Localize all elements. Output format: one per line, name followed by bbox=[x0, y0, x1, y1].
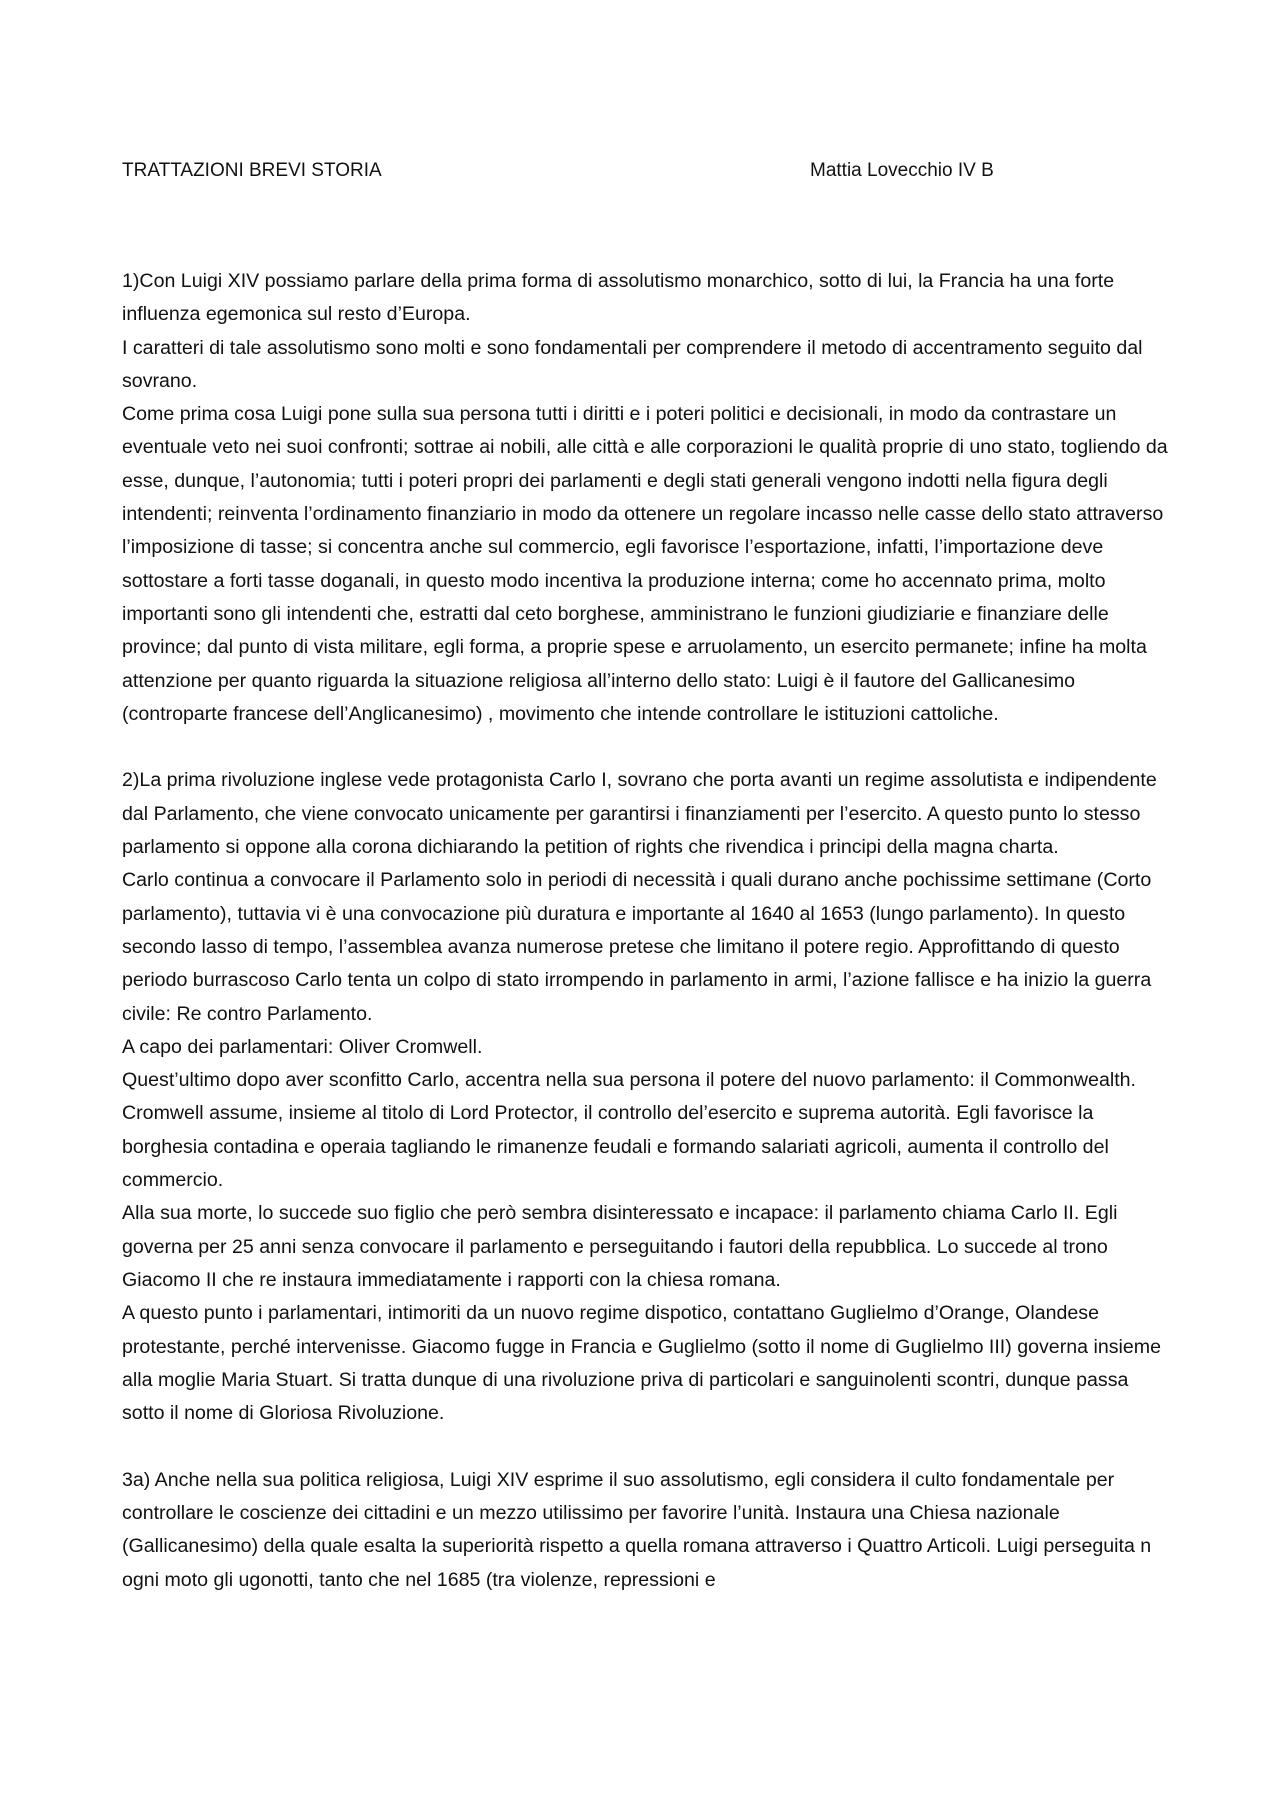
section-3a bbox=[122, 1464, 1174, 1597]
author-name: Mattia Lovecchio IV B bbox=[810, 160, 994, 181]
paragraph: 1)Con Luigi XIV possiamo parlare della prima forma di assolutismo monarchico, sotto di lui, la Francia ha una forte influenza egemonica sul resto d’Europa. bbox=[122, 270, 1115, 326]
paragraph: 2)La prima rivoluzione inglese vede protagonista Carlo I, sovrano che porta avanti un regime assolutista e indipendente dal Parlamento, che viene convocato unicamente per garantirsi i finanziamenti per l’esercito. A questo punto lo stesso parlamento si oppone alla corona dichiarando la petition of rights che rivendica i principi della magna charta. bbox=[122, 769, 1157, 859]
paragraph: 3a) Anche nella sua politica religiosa, Luigi XIV esprime il suo assolutismo, egli considera il culto fondamentale per controllare le coscienze dei cittadini e un mezzo utilissimo per favorire l’unità. Instaura una Chiesa nazionale (Gallicanesimo) della quale esalta la superiorità rispetto a quella romana attraverso i Quattro Articoli. Luigi perseguita n ogni moto gli ugonotti, tanto che nel 1685 (tra violenze, repressioni e bbox=[122, 1468, 1152, 1591]
paragraph: I caratteri di tale assolutismo sono molti e sono fondamentali per comprendere il metodo di accentramento seguito dal sovrano. bbox=[122, 336, 1143, 392]
paragraph: Quest’ultimo dopo aver sconfitto Carlo, accentra nella sua persona il potere del nuovo parlamento: il Commonwealth. Cromwell assume, insieme al titolo di Lord Protector, il controllo del’esercito e suprema autorità. Egli favorisce la borghesia contadina e operaia tagliando le rimanenze feudali e formando salariati agricoli, aumenta il controllo del commercio. bbox=[122, 1069, 1136, 1192]
paragraph: Alla sua morte, lo succede suo figlio che però sembra disinteressato e incapace: il parlamento chiama Carlo II. Egli governa per 25 anni senza convocare il parlamento e perseguitando i fautori della repubblica. Lo succede al trono Giacomo II che re instaura immediatamente i rapporti con la chiesa romana. bbox=[122, 1202, 1118, 1291]
paragraph: Come prima cosa Luigi pone sulla sua persona tutti i diritti e i poteri politici e decisionali, in modo da contrastare un eventuale veto nei suoi confronti; sottrae ai nobili, alle città e alle corporazioni le qualità proprie di uno stato, togliendo da esse, dunque, l’autonomia; tutti i poteri propri dei parlamenti e degli stati generali vengono indotti nella figura degli intendenti; reinventa l’ordinamento finanziario in modo da ottenere un regolare incasso nelle casse dello stato attraverso l’imposizione di tasse; si concentra anche sul commercio, egli favorisce l’esportazione, infatti, l’importazione deve sottostare a forti tasse doganali, in questo modo incentiva la produzione interna; come ho accennato prima, molto importanti sono gli intendenti che, estratti dal ceto borghese, amministrano le funzioni giudiziarie e finanziare delle province; dal punto di vista militare, egli forma, a proprie spese e arruolamento, un esercito permanete; infine ha molta attenzione per quanto riguarda la situazione religiosa all’interno dello stato: Luigi è il fautore del Gallicanesimo (controparte francese dell’Anglicanesimo) , movimento che intende controllare le istituzioni cattoliche. bbox=[122, 403, 1168, 725]
document-header bbox=[122, 156, 1162, 186]
document-title: TRATTAZIONI BREVI STORIA bbox=[122, 160, 382, 181]
paragraph: A questo punto i parlamentari, intimoriti da un nuovo regime dispotico, contattano Guglielmo d’Orange, Olandese protestante, perché intervenisse. Giacomo fugge in Francia e Guglielmo (sotto il nome di Guglielmo III) governa insieme alla moglie Maria Stuart. Si tratta dunque di una rivoluzione priva di particolari e sanguinolenti scontri, dunque passa sotto il nome di Gloriosa Rivoluzione. bbox=[122, 1302, 1161, 1425]
section-1 bbox=[122, 265, 1174, 731]
section-2 bbox=[122, 764, 1174, 1430]
paragraph: Carlo continua a convocare il Parlamento solo in periodi di necessità i quali durano anche pochissime settimane (Corto parlamento), tuttavia vi è una convocazione più duratura e importante al 1640 al 1653 (lungo parlamento). In questo secondo lasso di tempo, l’assemblea avanza numerose pretese che limitano il potere regio. Approfittando di questo periodo burrascoso Carlo tenta un colpo di stato irrompendo in parlamento in armi, l’azione fallisce e ha inizio la guerra civile: Re contro Parlamento. bbox=[122, 869, 1152, 1025]
document-body bbox=[122, 265, 1174, 1630]
paragraph: A capo dei parlamentari: Oliver Cromwell. bbox=[122, 1035, 483, 1058]
